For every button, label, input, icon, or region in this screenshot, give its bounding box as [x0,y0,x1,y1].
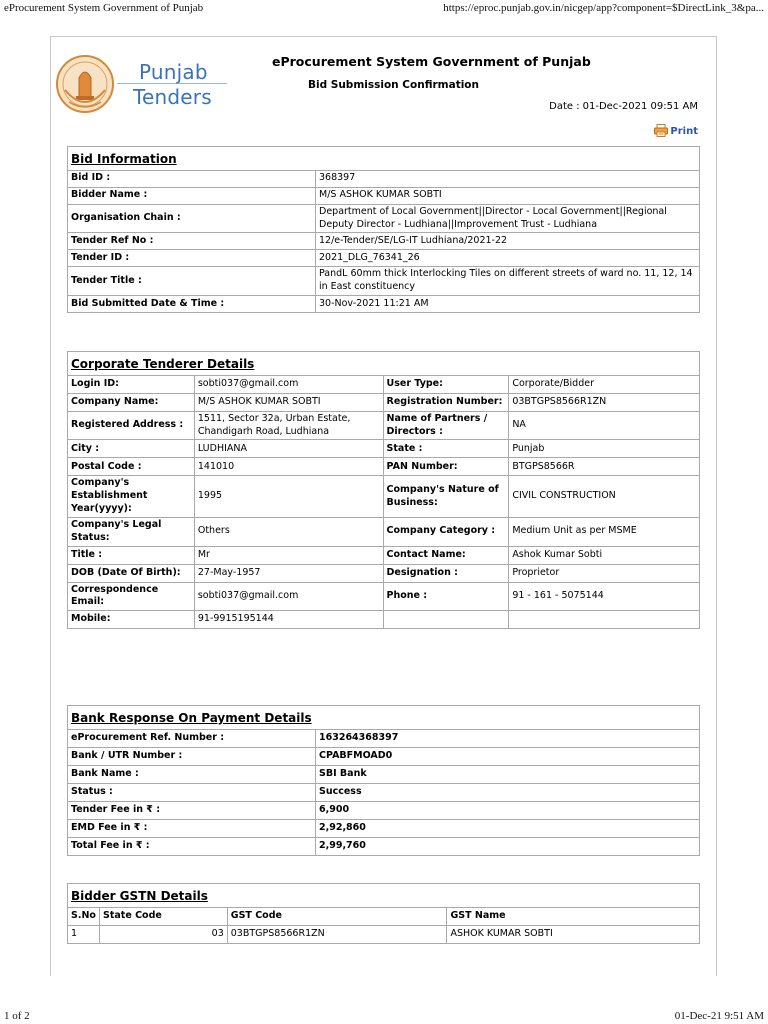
bid-info-row [68,170,700,187]
bank-label: eProcurement Ref. Number : [68,729,316,747]
print-timestamp: 01-Dec-21 9:51 AM [674,1010,764,1022]
corporate-row [68,476,700,517]
print-header-url: https://eproc.punjab.gov.in/nicgep/app?component=$DirectLink_3&pa... [443,2,764,14]
bank-value: SBI Bank [316,765,700,783]
print-button[interactable] [654,124,698,137]
corporate-label: Company's Establishment Year(yyyy): [68,476,195,517]
corporate-label: Company's Legal Status: [68,517,195,546]
corporate-label: User Type: [383,375,509,393]
corporate-value: 1995 [194,476,383,517]
date-value: 01-Dec-2021 09:51 AM [582,101,698,112]
corporate-value: BTGPS8566R [509,458,700,476]
bid-info-label: Tender ID : [68,250,316,267]
bid-info-label: Bid ID : [68,170,316,187]
gstn-cell: 03 [99,925,227,943]
date-label: Date : [549,101,580,112]
corporate-label [383,611,509,629]
bid-info-value: 2021_DLG_76341_26 [316,250,700,267]
bid-info-row [68,267,700,296]
corporate-label: Registered Address : [68,411,195,440]
corporate-label: State : [383,440,509,458]
bank-row [68,765,700,783]
corporate-value: sobti037@gmail.com [194,375,383,393]
bank-label: Status : [68,783,316,801]
bid-info-value: PandL 60mm thick Interlocking Tiles on different streets of ward no. 11, 12, 14 in East constituency [316,267,700,296]
bid-info-label: Tender Ref No : [68,233,316,250]
corporate-value: CIVIL CONSTRUCTION [509,476,700,517]
bank-row [68,747,700,765]
corporate-value: 91-9915195144 [194,611,383,629]
bid-info-row [68,233,700,250]
gstn-column-header: GST Name [447,907,700,925]
corporate-value: Corporate/Bidder [509,375,700,393]
logo-text-tenders: Tenders [133,85,212,109]
corporate-row [68,517,700,546]
gstn-column-header: GST Code [227,907,447,925]
corporate-value: NA [509,411,700,440]
punjab-tenders-logo [55,52,235,122]
corporate-value [509,611,700,629]
corporate-label: City : [68,440,195,458]
bid-info-row [68,187,700,204]
bank-value: Success [316,783,700,801]
corporate-label: Contact Name: [383,546,509,564]
corporate-value: 141010 [194,458,383,476]
bank-label: Bank / UTR Number : [68,747,316,765]
bank-label: EMD Fee in ₹ : [68,819,316,837]
corporate-row [68,393,700,411]
corporate-row [68,411,700,440]
bank-row [68,837,700,855]
gstn-cell: ASHOK KUMAR SOBTI [447,925,700,943]
bank-value: 6,900 [316,801,700,819]
bid-info-row [68,250,700,267]
corporate-value: 1511, Sector 32a, Urban Estate, Chandigarh Road, Ludhiana [194,411,383,440]
corporate-body [68,375,700,628]
bid-info-label: Bidder Name : [68,187,316,204]
bid-info-label: Organisation Chain : [68,204,316,233]
corporate-row [68,611,700,629]
corporate-label: Login ID: [68,375,195,393]
bid-info-value: M/S ASHOK KUMAR SOBTI [316,187,700,204]
corporate-tenderer-table [67,351,700,629]
corporate-label: Company Category : [383,517,509,546]
logo-text-punjab: Punjab [139,60,208,84]
corporate-label: Registration Number: [383,393,509,411]
corporate-caption: Corporate Tenderer Details [71,357,255,371]
corporate-label: Correspondence Email: [68,582,195,611]
bank-value: CPABFMOAD0 [316,747,700,765]
gstn-column-header: S.No [68,907,100,925]
corporate-row [68,582,700,611]
corporate-value: sobti037@gmail.com [194,582,383,611]
bid-info-row [68,204,700,233]
gstn-row [68,925,700,943]
bank-row [68,783,700,801]
system-title: eProcurement System Government of Punjab [272,54,591,69]
bid-info-row [68,296,700,313]
print-label: Print [670,126,698,137]
gstn-body [68,907,700,943]
corporate-label: Phone : [383,582,509,611]
bid-info-value: 12/e-Tender/SE/LG-IT Ludhiana/2021-22 [316,233,700,250]
bid-information-body [68,170,700,312]
bid-information-table [67,146,700,313]
bank-value: 2,99,760 [316,837,700,855]
corporate-label: Company's Nature of Business: [383,476,509,517]
corporate-value: 91 - 161 - 5075144 [509,582,700,611]
bank-label: Total Fee in ₹ : [68,837,316,855]
gstn-header-row [68,907,700,925]
bank-body [68,729,700,855]
printer-icon [654,124,668,137]
corporate-value: Mr [194,546,383,564]
bank-value: 2,92,860 [316,819,700,837]
corporate-value: Punjab [509,440,700,458]
bank-caption: Bank Response On Payment Details [71,711,312,725]
bid-info-label: Bid Submitted Date & Time : [68,296,316,313]
corporate-label: Postal Code : [68,458,195,476]
bank-label: Bank Name : [68,765,316,783]
corporate-row [68,458,700,476]
bid-info-value: 368397 [316,170,700,187]
corporate-label: PAN Number: [383,458,509,476]
gstn-caption: Bidder GSTN Details [71,889,208,903]
bid-info-label: Tender Title : [68,267,316,296]
corporate-label: Name of Partners / Directors : [383,411,509,440]
print-header [4,2,764,16]
corporate-value: Ashok Kumar Sobti [509,546,700,564]
gstn-table [67,883,700,944]
bank-value: 163264368397 [316,729,700,747]
corporate-label: Designation : [383,564,509,582]
print-footer [4,1008,764,1022]
page-count: 1 of 2 [4,1010,30,1022]
bid-info-value: Department of Local Government||Director - Local Government||Regional Deputy Director - Ludhiana||Improvement Trust - Ludhiana [316,204,700,233]
bank-label: Tender Fee in ₹ : [68,801,316,819]
corporate-value: Proprietor [509,564,700,582]
bank-row [68,819,700,837]
report-date [549,101,698,112]
gstn-cell: 03BTGPS8566R1ZN [227,925,447,943]
gstn-cell: 1 [68,925,100,943]
corporate-value: 27-May-1957 [194,564,383,582]
bank-row [68,801,700,819]
corporate-row [68,375,700,393]
corporate-row [68,440,700,458]
print-header-title: eProcurement System Government of Punjab [4,2,204,14]
corporate-value: 03BTGPS8566R1ZN [509,393,700,411]
corporate-value: M/S ASHOK KUMAR SOBTI [194,393,383,411]
corporate-value: LUDHIANA [194,440,383,458]
bank-response-table [67,705,700,856]
gstn-column-header: State Code [99,907,227,925]
corporate-label: Title : [68,546,195,564]
corporate-row [68,546,700,564]
corporate-label: DOB (Date Of Birth): [68,564,195,582]
page-subtitle: Bid Submission Confirmation [308,79,479,91]
state-emblem-icon [55,52,115,120]
corporate-label: Mobile: [68,611,195,629]
corporate-label: Company Name: [68,393,195,411]
bid-info-value: 30-Nov-2021 11:21 AM [316,296,700,313]
corporate-value: Others [194,517,383,546]
corporate-value: Medium Unit as per MSME [509,517,700,546]
corporate-row [68,564,700,582]
bank-row [68,729,700,747]
bid-information-caption: Bid Information [71,152,177,166]
